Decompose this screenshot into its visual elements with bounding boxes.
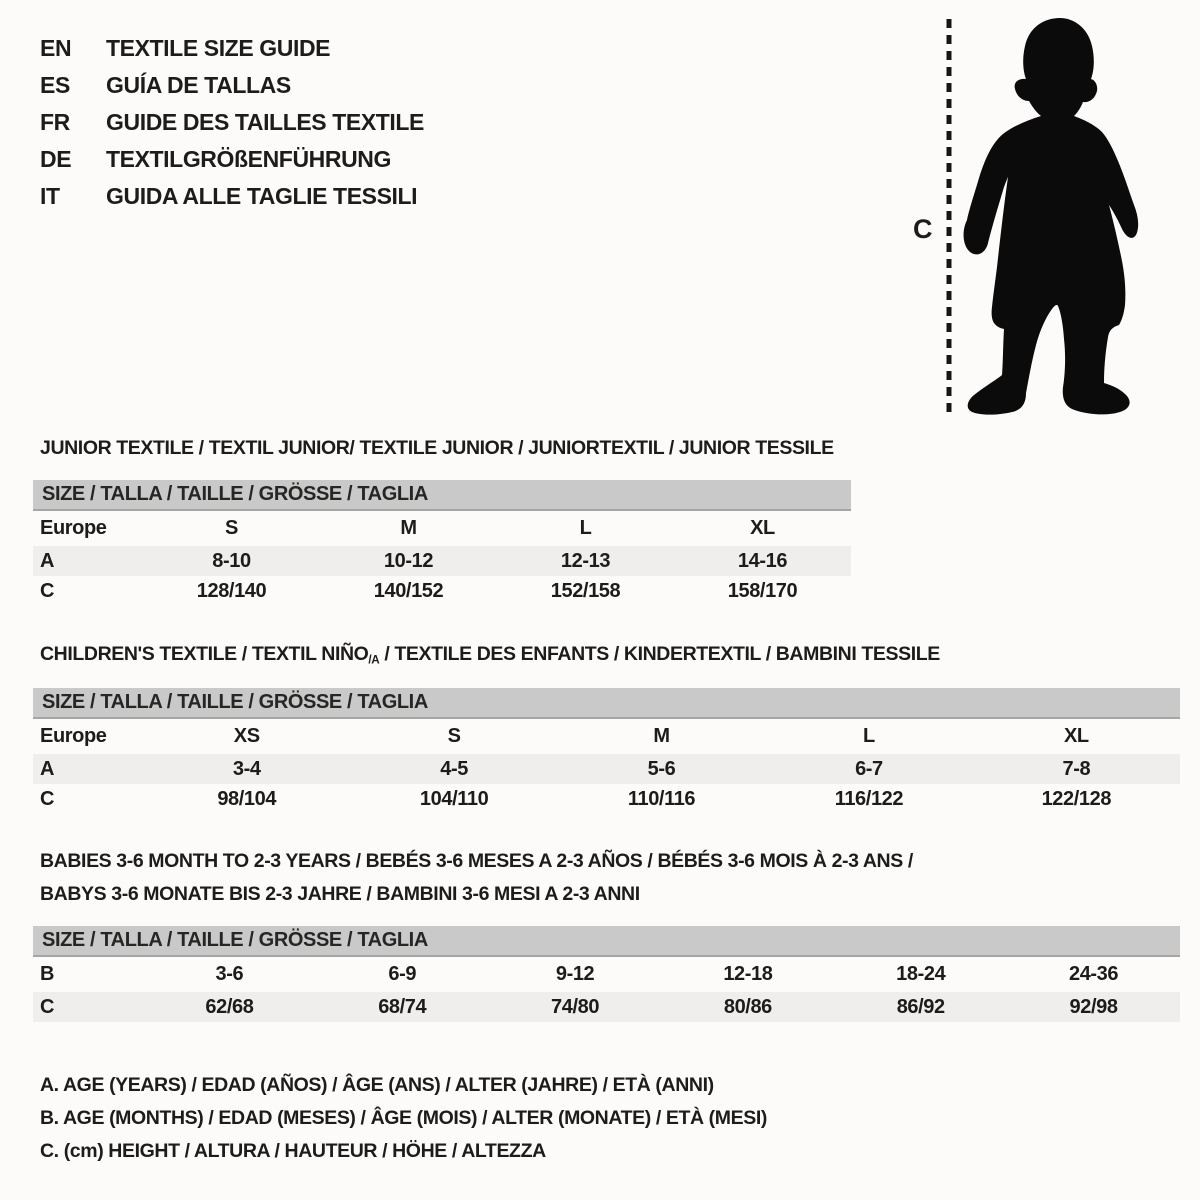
table-cell: M xyxy=(653,725,670,747)
babies-section-title-line2: BABYS 3-6 MONATE BIS 2-3 JAHRE / BAMBINI 3-6 MESI A 2-3 ANNI xyxy=(40,883,640,905)
language-row xyxy=(40,67,424,104)
table-row-months xyxy=(33,957,1180,992)
table-cell: 12-13 xyxy=(560,549,611,572)
table-cell: 3-6 xyxy=(215,963,244,985)
height-measure-figure xyxy=(900,14,1190,424)
toddler-silhouette xyxy=(900,14,1190,424)
table-cell: L xyxy=(863,725,875,747)
table-cell: 18-24 xyxy=(896,963,946,985)
table-cell: 6-9 xyxy=(388,963,417,985)
table-cell: XL xyxy=(750,517,775,539)
table-row-sizes xyxy=(33,511,851,546)
table-cell: S xyxy=(447,725,461,747)
table-cell: 80/86 xyxy=(723,995,772,1018)
table-cell: 9-12 xyxy=(555,963,595,985)
table-cell: 4-5 xyxy=(440,757,468,780)
row-label: C xyxy=(40,995,55,1018)
legend-line-a: A. AGE (YEARS) / EDAD (AÑOS) / ÂGE (ANS) / ALTER (JAHRE) / ETÀ (ANNI) xyxy=(40,1074,714,1096)
table-cell: 12-18 xyxy=(723,963,773,985)
row-label: A xyxy=(40,757,55,780)
table-size-header: SIZE / TALLA / TAILLE / GRÖSSE / TAGLIA xyxy=(33,688,1180,719)
legend xyxy=(40,1069,767,1168)
language-row xyxy=(40,104,424,141)
language-title: GUIDE DES TAILLES TEXTILE xyxy=(106,109,424,135)
table-cell: 14-16 xyxy=(737,549,788,572)
table-cell: XS xyxy=(233,725,260,747)
table-cell: 116/122 xyxy=(834,787,904,810)
table-cell: 7-8 xyxy=(1062,757,1091,780)
table-cell: 8-10 xyxy=(212,549,251,572)
language-title: GUÍA DE TALLAS xyxy=(106,72,291,98)
language-title: GUIDA ALLE TAGLIE TESSILI xyxy=(106,183,418,209)
junior-section-title: JUNIOR TEXTILE / TEXTIL JUNIOR/ TEXTILE JUNIOR / JUNIORTEXTIL / JUNIOR TESSILE xyxy=(40,437,834,459)
table-cell: 140/152 xyxy=(373,579,444,602)
table-cell: 24-36 xyxy=(1068,963,1119,985)
language-code: DE xyxy=(40,146,72,172)
table-cell: 3-4 xyxy=(232,757,261,780)
table-row-height xyxy=(33,576,851,606)
children-title-sub: /A xyxy=(368,653,380,667)
table-cell: 110/116 xyxy=(627,787,696,810)
children-size-table xyxy=(33,688,1180,814)
row-label: B xyxy=(40,963,55,985)
table-cell: 5-6 xyxy=(647,757,676,780)
language-code: FR xyxy=(40,109,70,135)
table-cell: S xyxy=(225,517,238,539)
table-cell: 6-7 xyxy=(855,757,883,780)
language-list xyxy=(40,30,424,215)
table-row-height xyxy=(33,992,1180,1022)
children-section-title xyxy=(40,643,940,667)
row-label: Europe xyxy=(40,517,107,539)
table-cell: 152/158 xyxy=(550,579,621,602)
table-cell: XL xyxy=(1063,725,1089,747)
language-code: EN xyxy=(40,35,72,61)
table-cell: 86/92 xyxy=(896,995,945,1018)
table-cell: 68/74 xyxy=(378,995,427,1018)
language-title: TEXTILE SIZE GUIDE xyxy=(106,35,331,61)
junior-size-table xyxy=(33,480,851,606)
children-title-post: / TEXTILE DES ENFANTS / KINDERTEXTIL / BAMBINI TESSILE xyxy=(379,643,940,665)
table-cell: 98/104 xyxy=(217,787,277,810)
table-row-age xyxy=(33,546,851,576)
table-cell: 158/170 xyxy=(727,579,798,602)
children-title-pre: CHILDREN'S TEXTILE / TEXTIL NIÑO xyxy=(40,643,369,665)
table-cell: 10-12 xyxy=(383,549,434,572)
language-row xyxy=(40,30,424,67)
height-measure-label: C xyxy=(913,214,933,244)
table-size-header: SIZE / TALLA / TAILLE / GRÖSSE / TAGLIA xyxy=(33,480,851,511)
language-code: IT xyxy=(40,183,60,209)
legend-line-b: B. AGE (MONTHS) / EDAD (MESES) / ÂGE (MOIS) / ALTER (MONATE) / ETÀ (MESI) xyxy=(40,1107,767,1129)
legend-line-c: C. (cm) HEIGHT / ALTURA / HAUTEUR / HÖHE / ALTEZZA xyxy=(40,1140,546,1162)
language-code: ES xyxy=(40,72,70,98)
table-row-height xyxy=(33,784,1180,814)
table-cell: 128/140 xyxy=(196,579,267,602)
table-cell: 92/98 xyxy=(1069,995,1118,1018)
row-label: A xyxy=(40,549,55,572)
table-row-sizes xyxy=(33,719,1180,754)
table-size-header: SIZE / TALLA / TAILLE / GRÖSSE / TAGLIA xyxy=(33,926,1180,957)
table-row-age xyxy=(33,754,1180,784)
table-cell: 122/128 xyxy=(1041,787,1112,810)
table-cell: L xyxy=(579,517,592,539)
babies-size-table xyxy=(33,926,1180,1022)
table-cell: M xyxy=(400,517,417,539)
babies-section-title-line1: BABIES 3-6 MONTH TO 2-3 YEARS / BEBÉS 3-6 MESES A 2-3 AÑOS / BÉBÉS 3-6 MOIS À 2-3 ANS / xyxy=(40,850,913,872)
language-row xyxy=(40,141,424,178)
table-cell: 74/80 xyxy=(551,995,600,1018)
row-label: C xyxy=(40,787,55,810)
row-label: Europe xyxy=(40,725,107,747)
toddler-silhouette-shape xyxy=(964,18,1139,415)
language-row xyxy=(40,178,424,215)
table-cell: 62/68 xyxy=(205,995,254,1018)
row-label: C xyxy=(40,579,55,602)
table-cell: 104/110 xyxy=(419,787,489,810)
language-title: TEXTILGRÖßENFÜHRUNG xyxy=(106,146,391,172)
